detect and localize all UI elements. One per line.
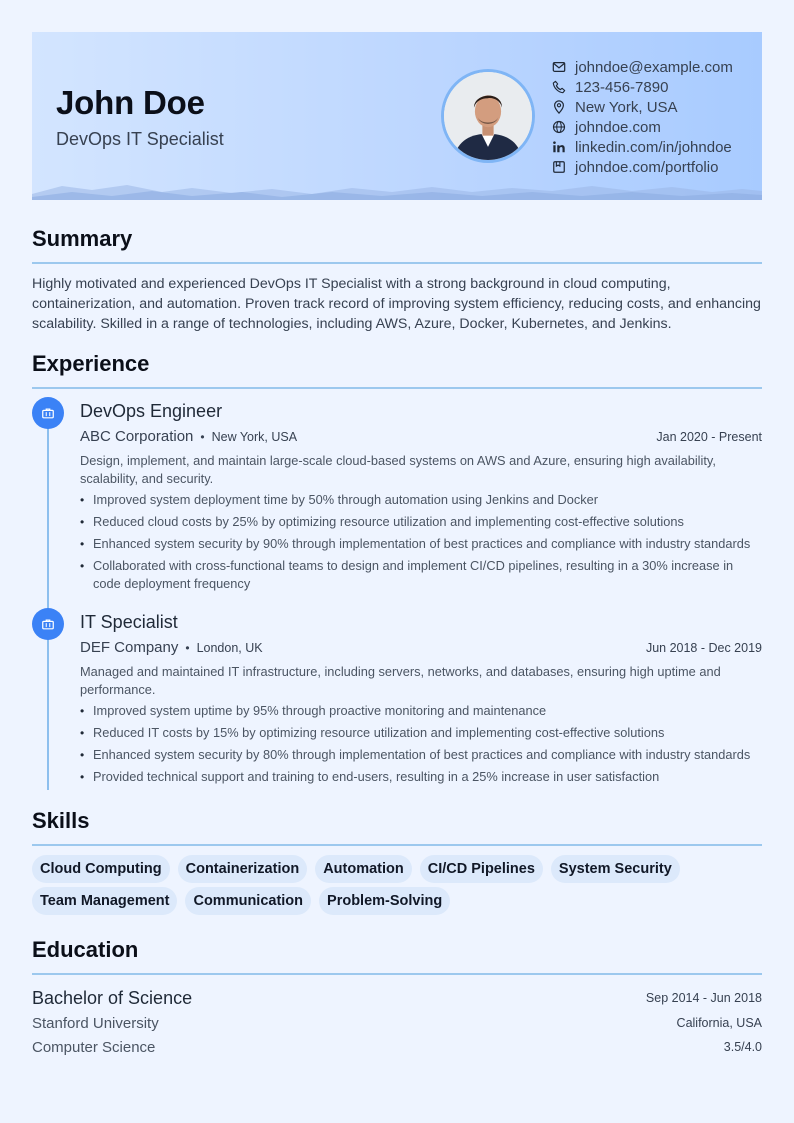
job-marker (32, 608, 64, 640)
bullet-separator: • (185, 641, 190, 655)
list-item: • Enhanced system security by 80% through implementation of best practices and compliance with industry standards (80, 746, 762, 764)
skill-chip: System Security (551, 855, 680, 883)
job-location: London, UK (196, 641, 263, 655)
education-degree: Bachelor of Science (32, 987, 193, 1008)
list-item: • Improved system uptime by 95% through proactive monitoring and maintenance (80, 702, 762, 720)
education-location: California, USA (676, 1016, 762, 1030)
candidate-name: John Doe (56, 84, 205, 121)
phone-icon (552, 80, 566, 94)
contact-portfolio[interactable] (552, 157, 733, 177)
linkedin-icon (552, 140, 566, 154)
job-achievements (80, 702, 762, 786)
list-item: • Enhanced system security by 90% through implementation of best practices and compliance with industry standards (80, 535, 762, 553)
briefcase-icon (41, 406, 55, 420)
job-achievements (80, 491, 762, 593)
location-icon (552, 100, 566, 114)
list-item: • Reduced cloud costs by 25% by optimizing resource utilization and implementing cost-effective solutions (80, 513, 762, 531)
briefcase-icon (41, 617, 55, 631)
contact-text: New York, USA (575, 98, 678, 116)
profile-photo (444, 72, 532, 160)
job-title: IT Specialist (80, 612, 178, 632)
contact-text: johndoe.com (575, 118, 661, 136)
contact-website[interactable] (552, 117, 733, 137)
skill-chip: Communication (185, 887, 311, 915)
skill-chip: Automation (315, 855, 412, 883)
avatar (441, 69, 535, 163)
contact-phone[interactable] (552, 77, 733, 97)
skill-chip: Cloud Computing (32, 855, 170, 883)
globe-icon (552, 120, 566, 134)
job-dates: Jan 2020 - Present (656, 430, 762, 444)
job-meta (80, 636, 762, 660)
contact-text: johndoe@example.com (575, 58, 733, 76)
education-school: Stanford University (32, 1014, 159, 1032)
job-meta (80, 425, 762, 449)
contact-email[interactable] (552, 57, 733, 77)
contact-text: johndoe.com/portfolio (575, 158, 719, 176)
education-heading: Education (32, 937, 139, 962)
job-description: Managed and maintained IT infrastructure, including servers, networks, and databases, ensuring high uptime and performance. (80, 664, 721, 697)
contact-text: linkedin.com/in/johndoe (575, 138, 732, 156)
skills-list (32, 855, 762, 915)
education-gpa: 3.5/4.0 (723, 1040, 762, 1054)
job-marker (32, 397, 64, 429)
skills-heading: Skills (32, 808, 90, 833)
skill-chip: Containerization (178, 855, 308, 883)
list-item: • Collaborated with cross-functional teams to design and implement CI/CD pipelines, resulting in a 30% increase in code deployment frequency (80, 557, 762, 593)
job-entry (80, 610, 762, 790)
list-item: • Reduced IT costs by 15% by optimizing resource utilization and implementing cost-effective solutions (80, 724, 762, 742)
job-company: ABC Corporation (80, 428, 194, 445)
skill-chip: Team Management (32, 887, 177, 915)
education-school-row (32, 1012, 762, 1034)
job-location: New York, USA (211, 430, 298, 444)
contact-location (552, 97, 733, 117)
summary-text: Highly motivated and experienced DevOps IT Specialist with a strong background in cloud computing, containerization, and automation. Proven track record of improving system efficiency, reducing costs, and enhancing scalability. Skilled in a range of technologies, including AWS, Azure, Docker, Kubernetes, and Jenkins. (32, 276, 761, 332)
education-degree-row (32, 985, 762, 1011)
education-field: Computer Science (32, 1038, 156, 1056)
contact-text: 123-456-7890 (575, 78, 669, 96)
skill-chip: Problem-Solving (319, 887, 450, 915)
job-title: DevOps Engineer (80, 401, 223, 421)
education-dates: Sep 2014 - Jun 2018 (645, 991, 762, 1005)
decorative-waves (32, 180, 762, 200)
header-banner (32, 32, 762, 200)
summary-heading: Summary (32, 226, 133, 251)
job-description: Design, implement, and maintain large-scale cloud-based systems on AWS and Azure, ensuring high availability, scalability, and security. (80, 453, 716, 486)
section-divider (32, 387, 762, 389)
candidate-role: DevOps IT Specialist (56, 129, 224, 149)
experience-timeline (47, 412, 49, 790)
education-field-row (32, 1036, 762, 1058)
experience-heading: Experience (32, 351, 150, 376)
section-divider (32, 844, 762, 846)
job-entry (80, 399, 762, 597)
list-item: • Improved system deployment time by 50% through automation using Jenkins and Docker (80, 491, 762, 509)
bullet-separator: • (200, 430, 205, 444)
section-divider (32, 973, 762, 975)
contact-list (552, 57, 733, 177)
list-item: • Provided technical support and training to end-users, resulting in a 25% increase in user satisfaction (80, 768, 762, 786)
skill-chip: CI/CD Pipelines (420, 855, 543, 883)
mail-icon (552, 60, 566, 74)
section-divider (32, 262, 762, 264)
portfolio-icon (552, 160, 566, 174)
job-company: DEF Company (80, 639, 179, 656)
job-dates: Jun 2018 - Dec 2019 (645, 641, 762, 655)
contact-linkedin[interactable] (552, 137, 733, 157)
